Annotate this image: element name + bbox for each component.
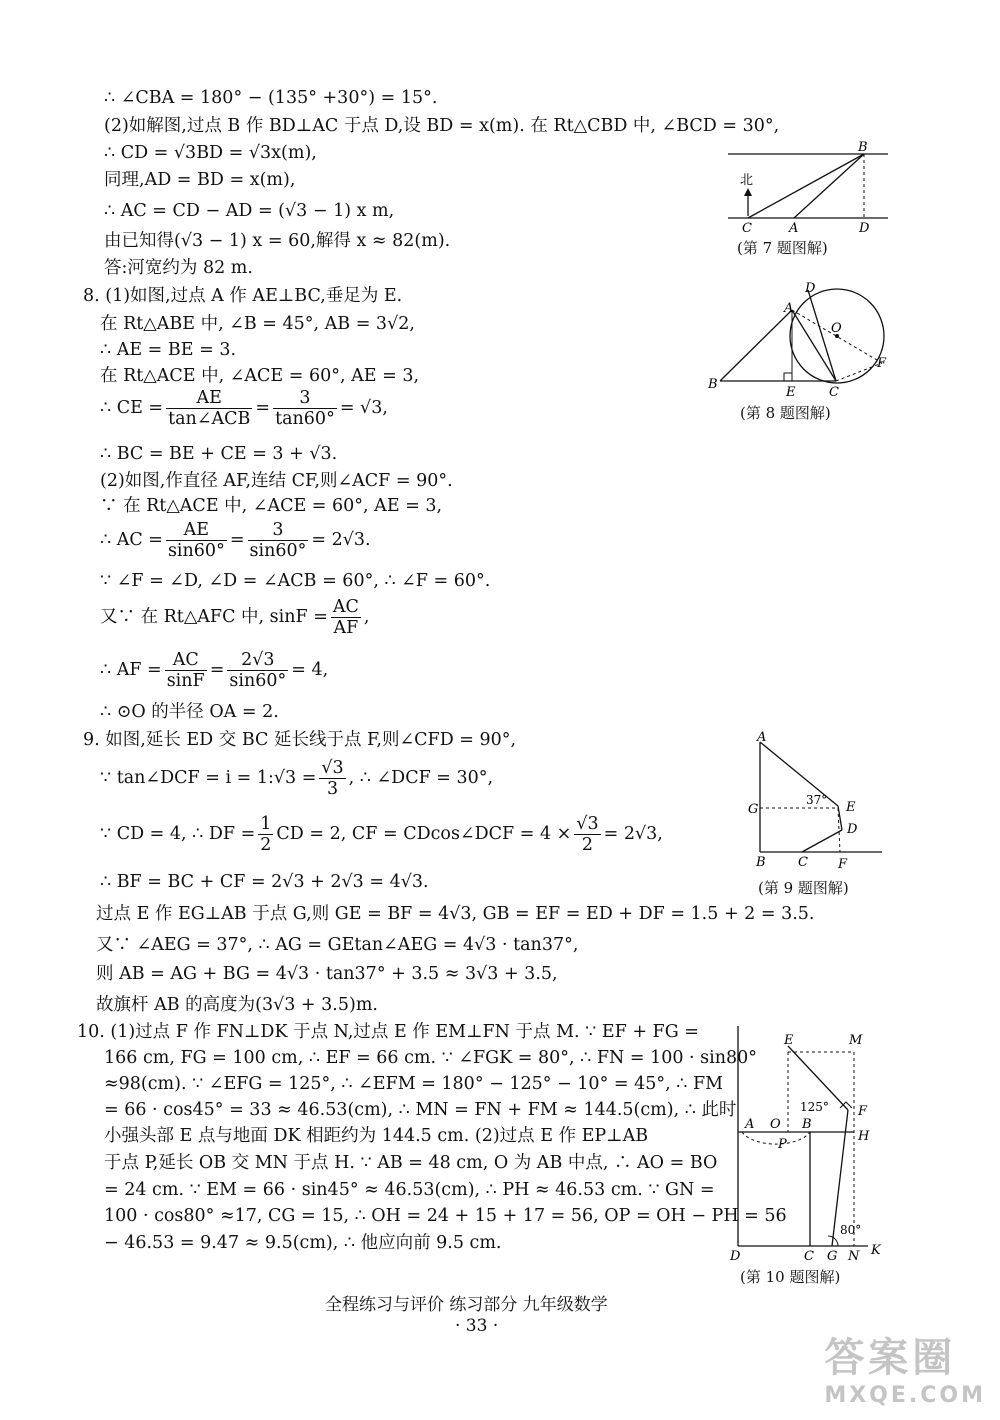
text-line: ∴ AE = BE = 3.	[100, 340, 237, 360]
fig8-label-e: E	[786, 385, 796, 400]
text-line: (2)如解图,过点 B 作 BD⊥AC 于点 D,设 BD = x(m). 在 Rt△CBD 中, ∠BCD = 30°,	[104, 116, 780, 136]
text-line: − 46.53 = 9.47 ≈ 9.5(cm), ∴ 他应向前 9.5 cm.	[104, 1233, 502, 1253]
fig10-label-e: E	[784, 1033, 794, 1048]
fig10-label-g: G	[827, 1249, 838, 1264]
equation-sinf: 又∵ 在 Rt△AFC 中, sinF = $\frac{AC}{AF}$ ,	[100, 597, 370, 638]
text-line: 同理,AD = BD = x(m),	[104, 170, 296, 190]
problem-8-heading: 8. (1)如图,过点 A 作 AE⊥BC,垂足为 E.	[83, 286, 403, 306]
text-line: = 66 · cos45° = 33 ≈ 46.53(cm), ∴ MN = FN + FM ≈ 144.5(cm), ∴ 此时	[104, 1100, 737, 1120]
text-line: ∵ ∠F = ∠D, ∠D = ∠ACB = 60°, ∴ ∠F = 60°.	[100, 571, 491, 591]
equation-tan: ∵ tan∠DCF = i = 1:√3 = $\frac{√3}{3}$ , ∴ ∠DCF = 30°,	[100, 758, 494, 799]
fig9-label-g: G	[748, 802, 759, 817]
fig10-label-p: P	[778, 1137, 787, 1152]
text-line: ∴ BC = BE + CE = 3 + √3.	[100, 444, 338, 464]
text-line: 故旗杆 AB 的高度为(3√3 + 3.5)m.	[96, 995, 378, 1015]
text-line: ∴ ∠CBA = 180° − (135° +30°) = 15°.	[104, 88, 438, 108]
fig10-label-n: N	[848, 1249, 860, 1264]
fig10-label-f: F	[858, 1104, 868, 1119]
equation-ac: ∴ AC = $\frac{AE}{\sin 60^\circ}$ = $\frac{3}{\sin 60^\circ}$ = 2√3.	[100, 520, 371, 561]
equation-ce: ∴ CE = $\frac{AE}{\text{tan∠ACB}}$ = $\frac{3}{\tan 60^\circ}$ = √3,	[100, 388, 388, 429]
fig8-label-b: B	[708, 377, 718, 392]
text-line: 166 cm, FG = 100 cm, ∴ EF = 66 cm. ∵ ∠FGK = 80°, ∴ FN = 100 · sin80°	[104, 1048, 758, 1068]
text-line: 则 AB = AG + BG = 4√3 · tan37° + 3.5 ≈ 3√3 + 3.5,	[96, 964, 558, 984]
text-line: 答:河宽约为 82 m.	[104, 258, 253, 278]
fig9-label-f: F	[838, 857, 848, 872]
fig9-label-a: A	[757, 730, 767, 745]
fig10-label-a: A	[745, 1117, 755, 1132]
watermark-brand: 答案圈	[824, 1335, 957, 1381]
text-line: ∴ BF = BC + CF = 2√3 + 2√3 = 4√3.	[100, 872, 429, 892]
equation-cd: ∵ CD = 4, ∴ DF = $\frac{1}{2}$ CD = 2, CF = CDcos∠DCF = 4 × $\frac{√3}{2}$ = 2√3,	[100, 814, 663, 855]
text-line: ∵ 在 Rt△ACE 中, ∠ACE = 60°, AE = 3,	[100, 496, 443, 516]
text-line: 由已知得(√3 − 1) x = 60,解得 x ≈ 82(m).	[104, 231, 451, 251]
fig9-label-d: D	[847, 822, 858, 837]
figure-9-caption: (第 9 题图解)	[758, 879, 849, 897]
text-line: ∴ AC = CD − AD = (√3 − 1) x m,	[104, 201, 395, 221]
fig10-label-o: O	[770, 1117, 781, 1132]
text-line: (2)如图,作直径 AF,连结 CF,则∠ACF = 90°.	[100, 471, 453, 491]
text-line: 在 Rt△ABE 中, ∠B = 45°, AB = 3√2,	[100, 314, 415, 334]
figure-10-caption: (第 10 题图解)	[740, 1268, 841, 1286]
figure-8	[700, 278, 900, 403]
fig9-angle-37: 37°	[806, 793, 828, 807]
fig7-label-c: C	[742, 221, 752, 236]
fig7-label-b: B	[858, 140, 868, 155]
figure-7-caption: (第 7 题图解)	[737, 239, 828, 257]
fig10-label-h: H	[858, 1129, 870, 1144]
fig8-label-c: C	[829, 385, 839, 400]
figure-8-caption: (第 8 题图解)	[740, 404, 831, 422]
watermark-site: MXQE.COM	[824, 1383, 986, 1408]
watermark	[824, 1326, 986, 1408]
fig10-angle-125: 125°	[800, 1100, 829, 1114]
fig10-label-d: D	[730, 1249, 741, 1264]
fig9-label-c: C	[798, 855, 808, 870]
fig7-north-label: 北	[740, 173, 754, 188]
text-line: 100 · cos80° ≈17, CG = 15, ∴ OH = 24 + 15 + 17 = 56, OP = OH − PH = 56	[104, 1206, 787, 1226]
fig7-label-a: A	[789, 221, 799, 236]
fig10-label-c: C	[804, 1249, 814, 1264]
fig8-label-f: F	[877, 356, 887, 371]
text-line: 又∵ ∠AEG = 37°, ∴ AG = GEtan∠AEG = 4√3 · tan37°,	[96, 935, 579, 955]
problem-10-heading: 10. (1)过点 F 作 FN⊥DK 于点 N,过点 E 作 EM⊥FN 于点 M. ∵ EF + FG =	[77, 1022, 699, 1042]
fig9-label-b: B	[756, 855, 766, 870]
equation-af: ∴ AF = $\frac{AC}{\sin F}$ = $\frac{2√3}{\sin 60^\circ}$ = 4,	[100, 650, 329, 691]
fig8-label-a: A	[784, 301, 794, 316]
fig10-label-k: K	[871, 1243, 881, 1258]
fig8-label-d: D	[805, 281, 816, 296]
fig10-label-m: M	[849, 1033, 863, 1048]
text-line: ∴ CD = √3BD = √3x(m),	[104, 143, 317, 163]
text-line: 在 Rt△ACE 中, ∠ACE = 60°, AE = 3,	[100, 366, 420, 386]
fig7-label-d: D	[859, 221, 870, 236]
text-line: ≈98(cm). ∵ ∠EFG = 125°, ∴ ∠EFM = 180° − 125° − 10° = 45°, ∴ FM	[104, 1074, 724, 1094]
fig10-angle-80: 80°	[840, 1223, 862, 1237]
text-line: 小强头部 E 点与地面 DK 相距约为 144.5 cm. (2)过点 E 作 EP⊥AB	[104, 1126, 649, 1146]
text-line: 过点 E 作 EG⊥AB 于点 G,则 GE = BF = 4√3, GB = EF = ED + DF = 1.5 + 2 = 3.5.	[96, 904, 815, 924]
text-line: 于点 P,延长 OB 交 MN 于点 H. ∵ AB = 48 cm, O 为 AB 中点, ∴ AO = BO	[104, 1153, 718, 1173]
text-line: = 24 cm. ∵ EM = 66 · sin45° ≈ 46.53(cm), ∴ PH ≈ 46.53 cm. ∵ GN =	[104, 1180, 715, 1200]
figure-7	[720, 140, 900, 240]
fig9-label-e: E	[846, 800, 856, 815]
fig8-label-o: O	[831, 321, 842, 336]
footer-title: 全程练习与评价 练习部分 九年级数学	[325, 1295, 608, 1315]
page-number: · 33 ·	[455, 1316, 499, 1336]
figure-9	[740, 728, 890, 873]
figure-10	[728, 1022, 888, 1267]
fig10-label-b: B	[802, 1117, 812, 1132]
problem-9-heading: 9. 如图,延长 ED 交 BC 延长线于点 F,则∠CFD = 90°,	[83, 730, 517, 750]
text-line: ∴ ⊙O 的半径 OA = 2.	[100, 702, 279, 722]
